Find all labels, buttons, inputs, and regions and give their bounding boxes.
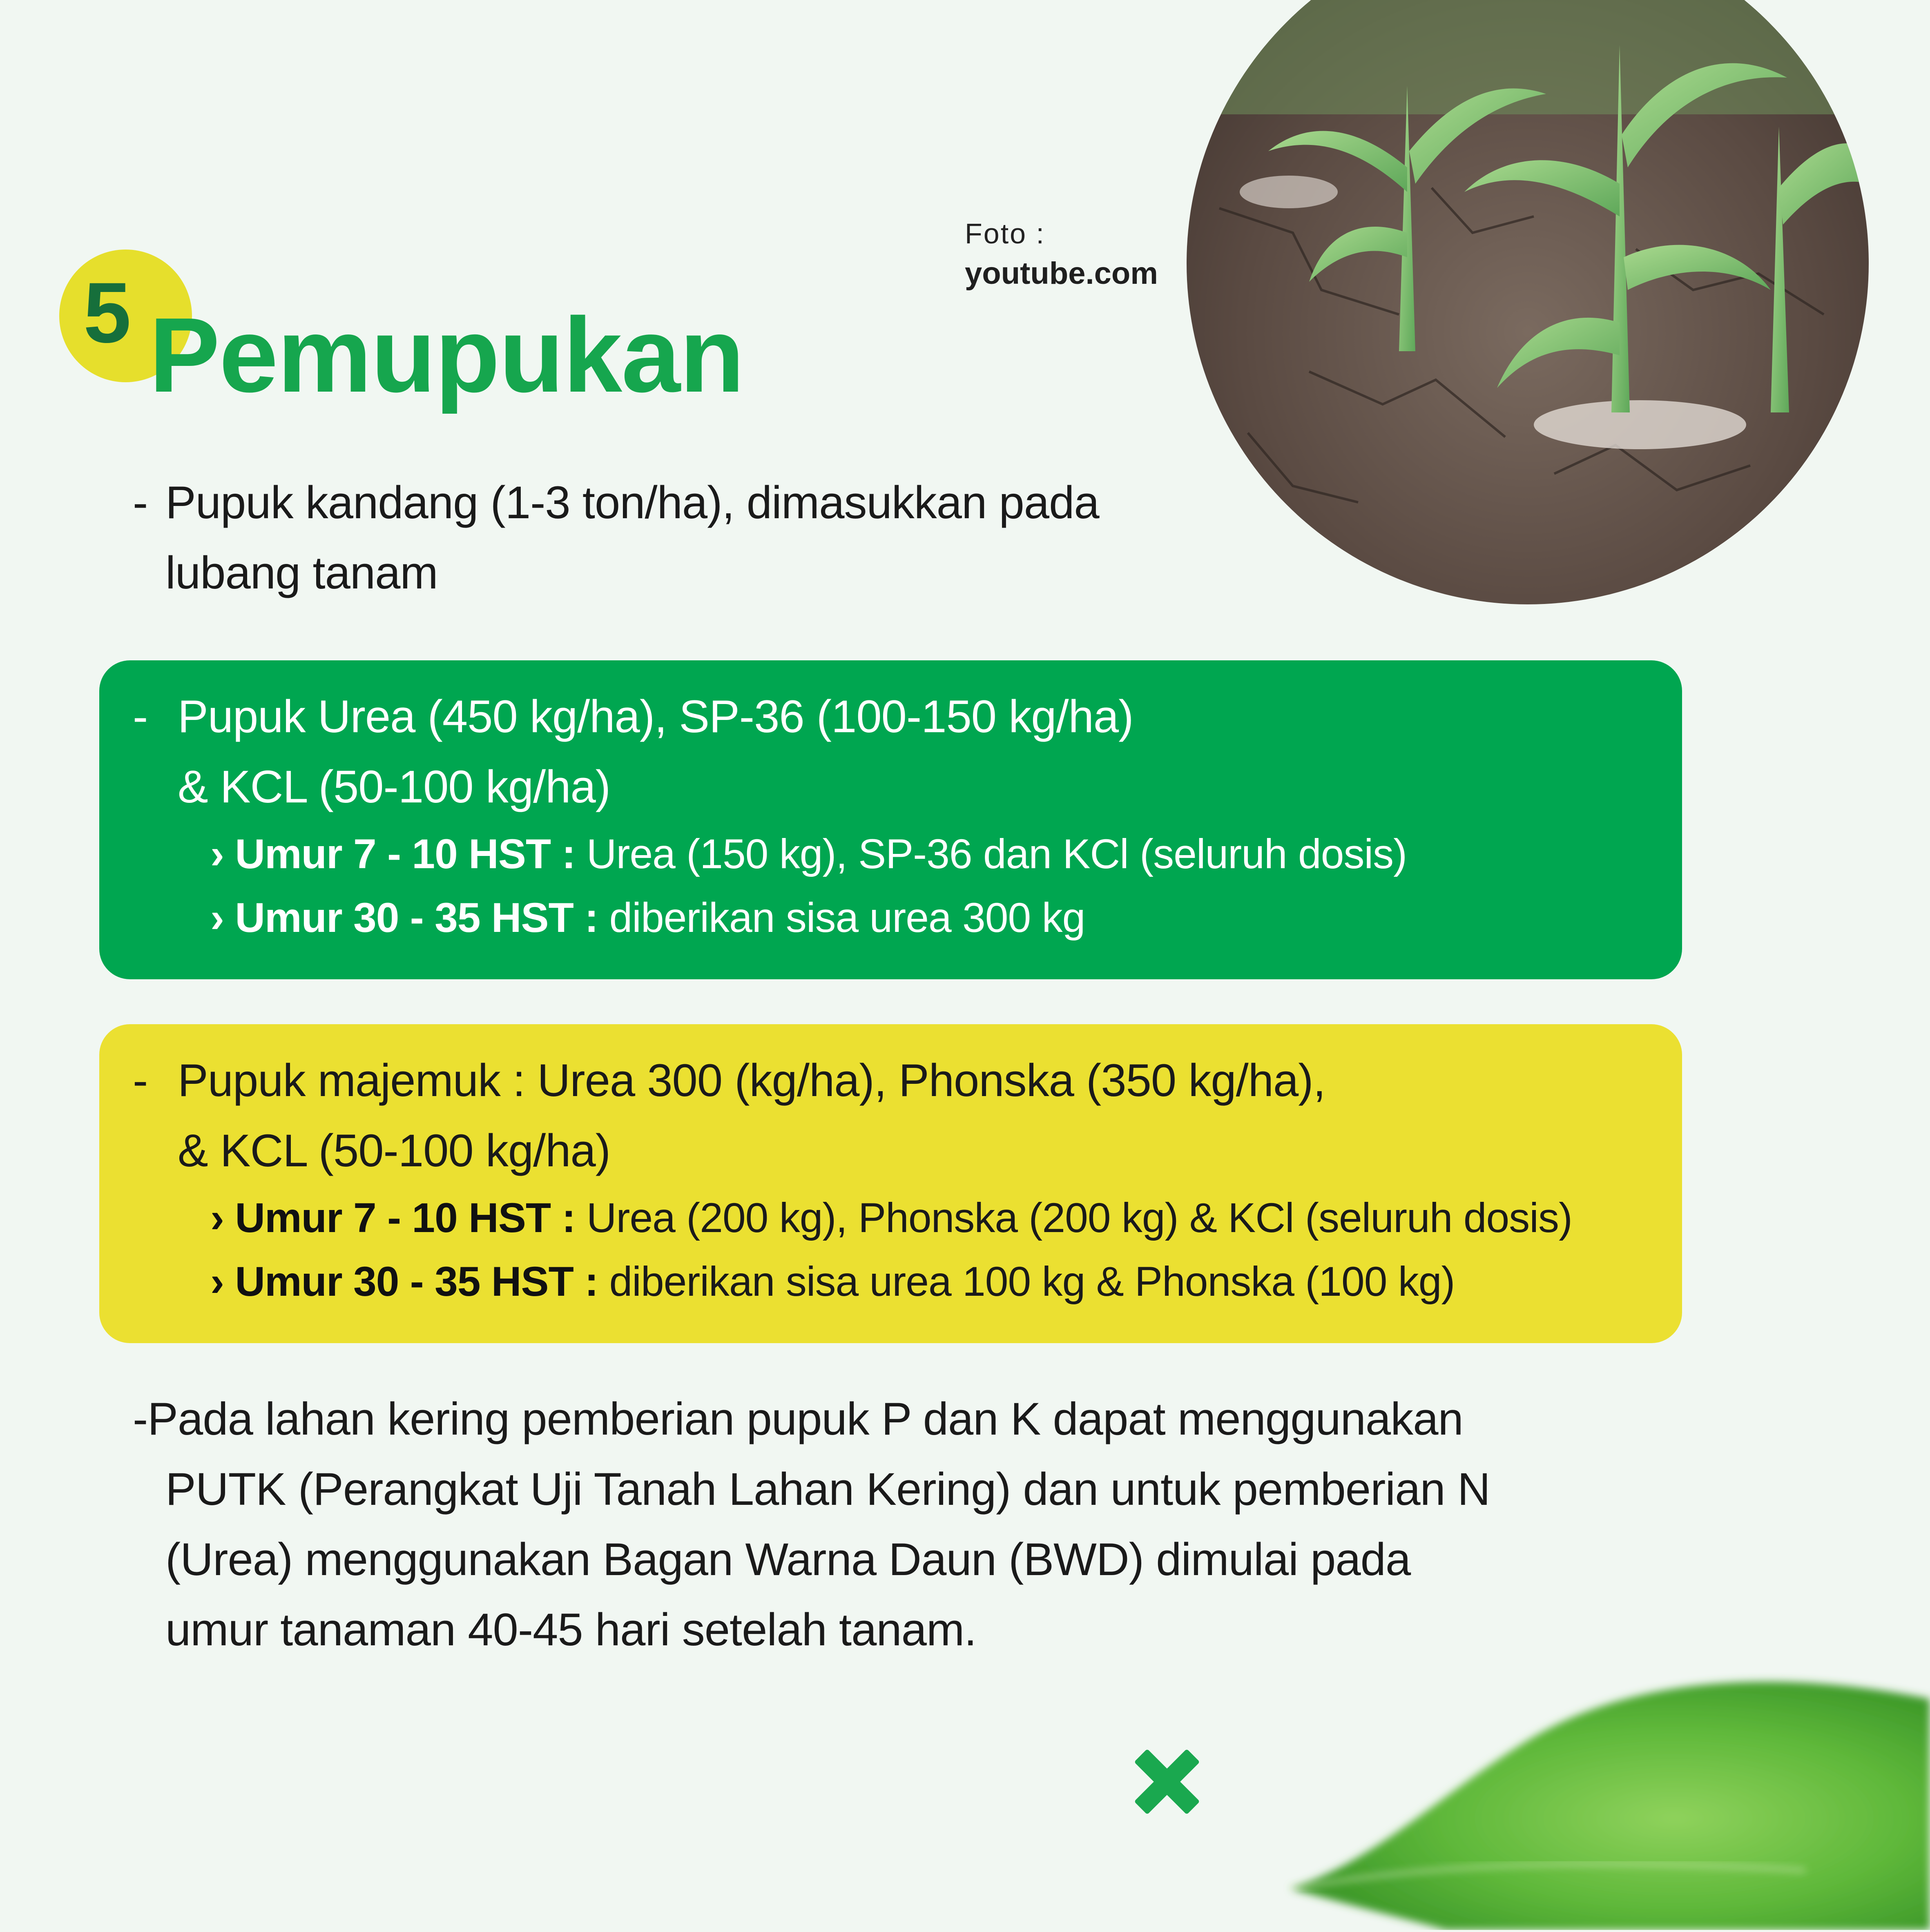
bullet-dash: -	[133, 1393, 148, 1444]
note-text-line: umur tanaman 40-45 hari setelah tanam.	[165, 1604, 977, 1655]
chevron-right-icon: ›	[210, 1258, 224, 1305]
bullet-dash: -	[133, 691, 148, 742]
schedule-text: Urea (200 kg), Phonska (200 kg) & KCl (seluruh dosis)	[586, 1194, 1572, 1241]
photo-credit-label: Foto :	[965, 218, 1045, 250]
close-icon[interactable]	[1128, 1743, 1206, 1821]
urea-sp36-kcl-box	[99, 660, 1682, 979]
schedule-label: Umur 30 - 35 HST :	[235, 894, 598, 941]
leaf-icon	[1274, 1666, 1930, 1930]
fertilizer-item-manure	[133, 468, 1276, 608]
schedule-item	[133, 1250, 1666, 1313]
page-title: Pemupukan	[149, 296, 744, 414]
chevron-right-icon: ›	[210, 1194, 224, 1241]
schedule-text: Urea (150 kg), SP-36 dan KCl (seluruh dosis)	[586, 831, 1407, 877]
chevron-right-icon: ›	[210, 894, 224, 941]
schedule-item	[133, 886, 1666, 949]
corn-field-photo	[1187, 0, 1869, 604]
schedule-label: Umur 7 - 10 HST :	[235, 1194, 576, 1241]
box-text-line: & KCL (50-100 kg/ha)	[178, 761, 611, 812]
note-text-line: Pada lahan kering pemberian pupuk P dan K dapat menggunakan	[147, 1393, 1463, 1444]
chevron-right-icon: ›	[210, 831, 224, 877]
schedule-label: Umur 7 - 10 HST :	[235, 831, 576, 877]
item-text-line: lubang tanam	[165, 547, 438, 598]
box-text-line: Pupuk majemuk : Urea 300 (kg/ha), Phonska (350 kg/ha),	[178, 1055, 1325, 1106]
box-text-line: & KCL (50-100 kg/ha)	[178, 1125, 611, 1176]
schedule-text: diberikan sisa urea 100 kg & Phonska (100 kg)	[609, 1258, 1455, 1305]
note-text-line: PUTK (Perangkat Uji Tanah Lahan Kering) dan untuk pemberian N	[165, 1464, 1490, 1515]
schedule-text: diberikan sisa urea 300 kg	[609, 894, 1085, 941]
bullet-dash: -	[133, 1055, 148, 1106]
schedule-label: Umur 30 - 35 HST :	[235, 1258, 598, 1305]
step-number: 5	[83, 265, 131, 361]
item-text-line: Pupuk kandang (1-3 ton/ha), dimasukkan pada	[165, 477, 1099, 528]
photo-credit-source: youtube.com	[965, 256, 1158, 291]
bullet-dash: -	[133, 477, 148, 528]
note-text-line: (Urea) menggunakan Bagan Warna Daun (BWD) dimulai pada	[165, 1534, 1411, 1585]
box-text-line: Pupuk Urea (450 kg/ha), SP-36 (100-150 kg/ha)	[178, 691, 1133, 742]
schedule-item	[133, 822, 1666, 886]
compound-fertilizer-box	[99, 1024, 1682, 1343]
dry-land-note	[133, 1384, 1685, 1665]
schedule-item	[133, 1186, 1666, 1250]
